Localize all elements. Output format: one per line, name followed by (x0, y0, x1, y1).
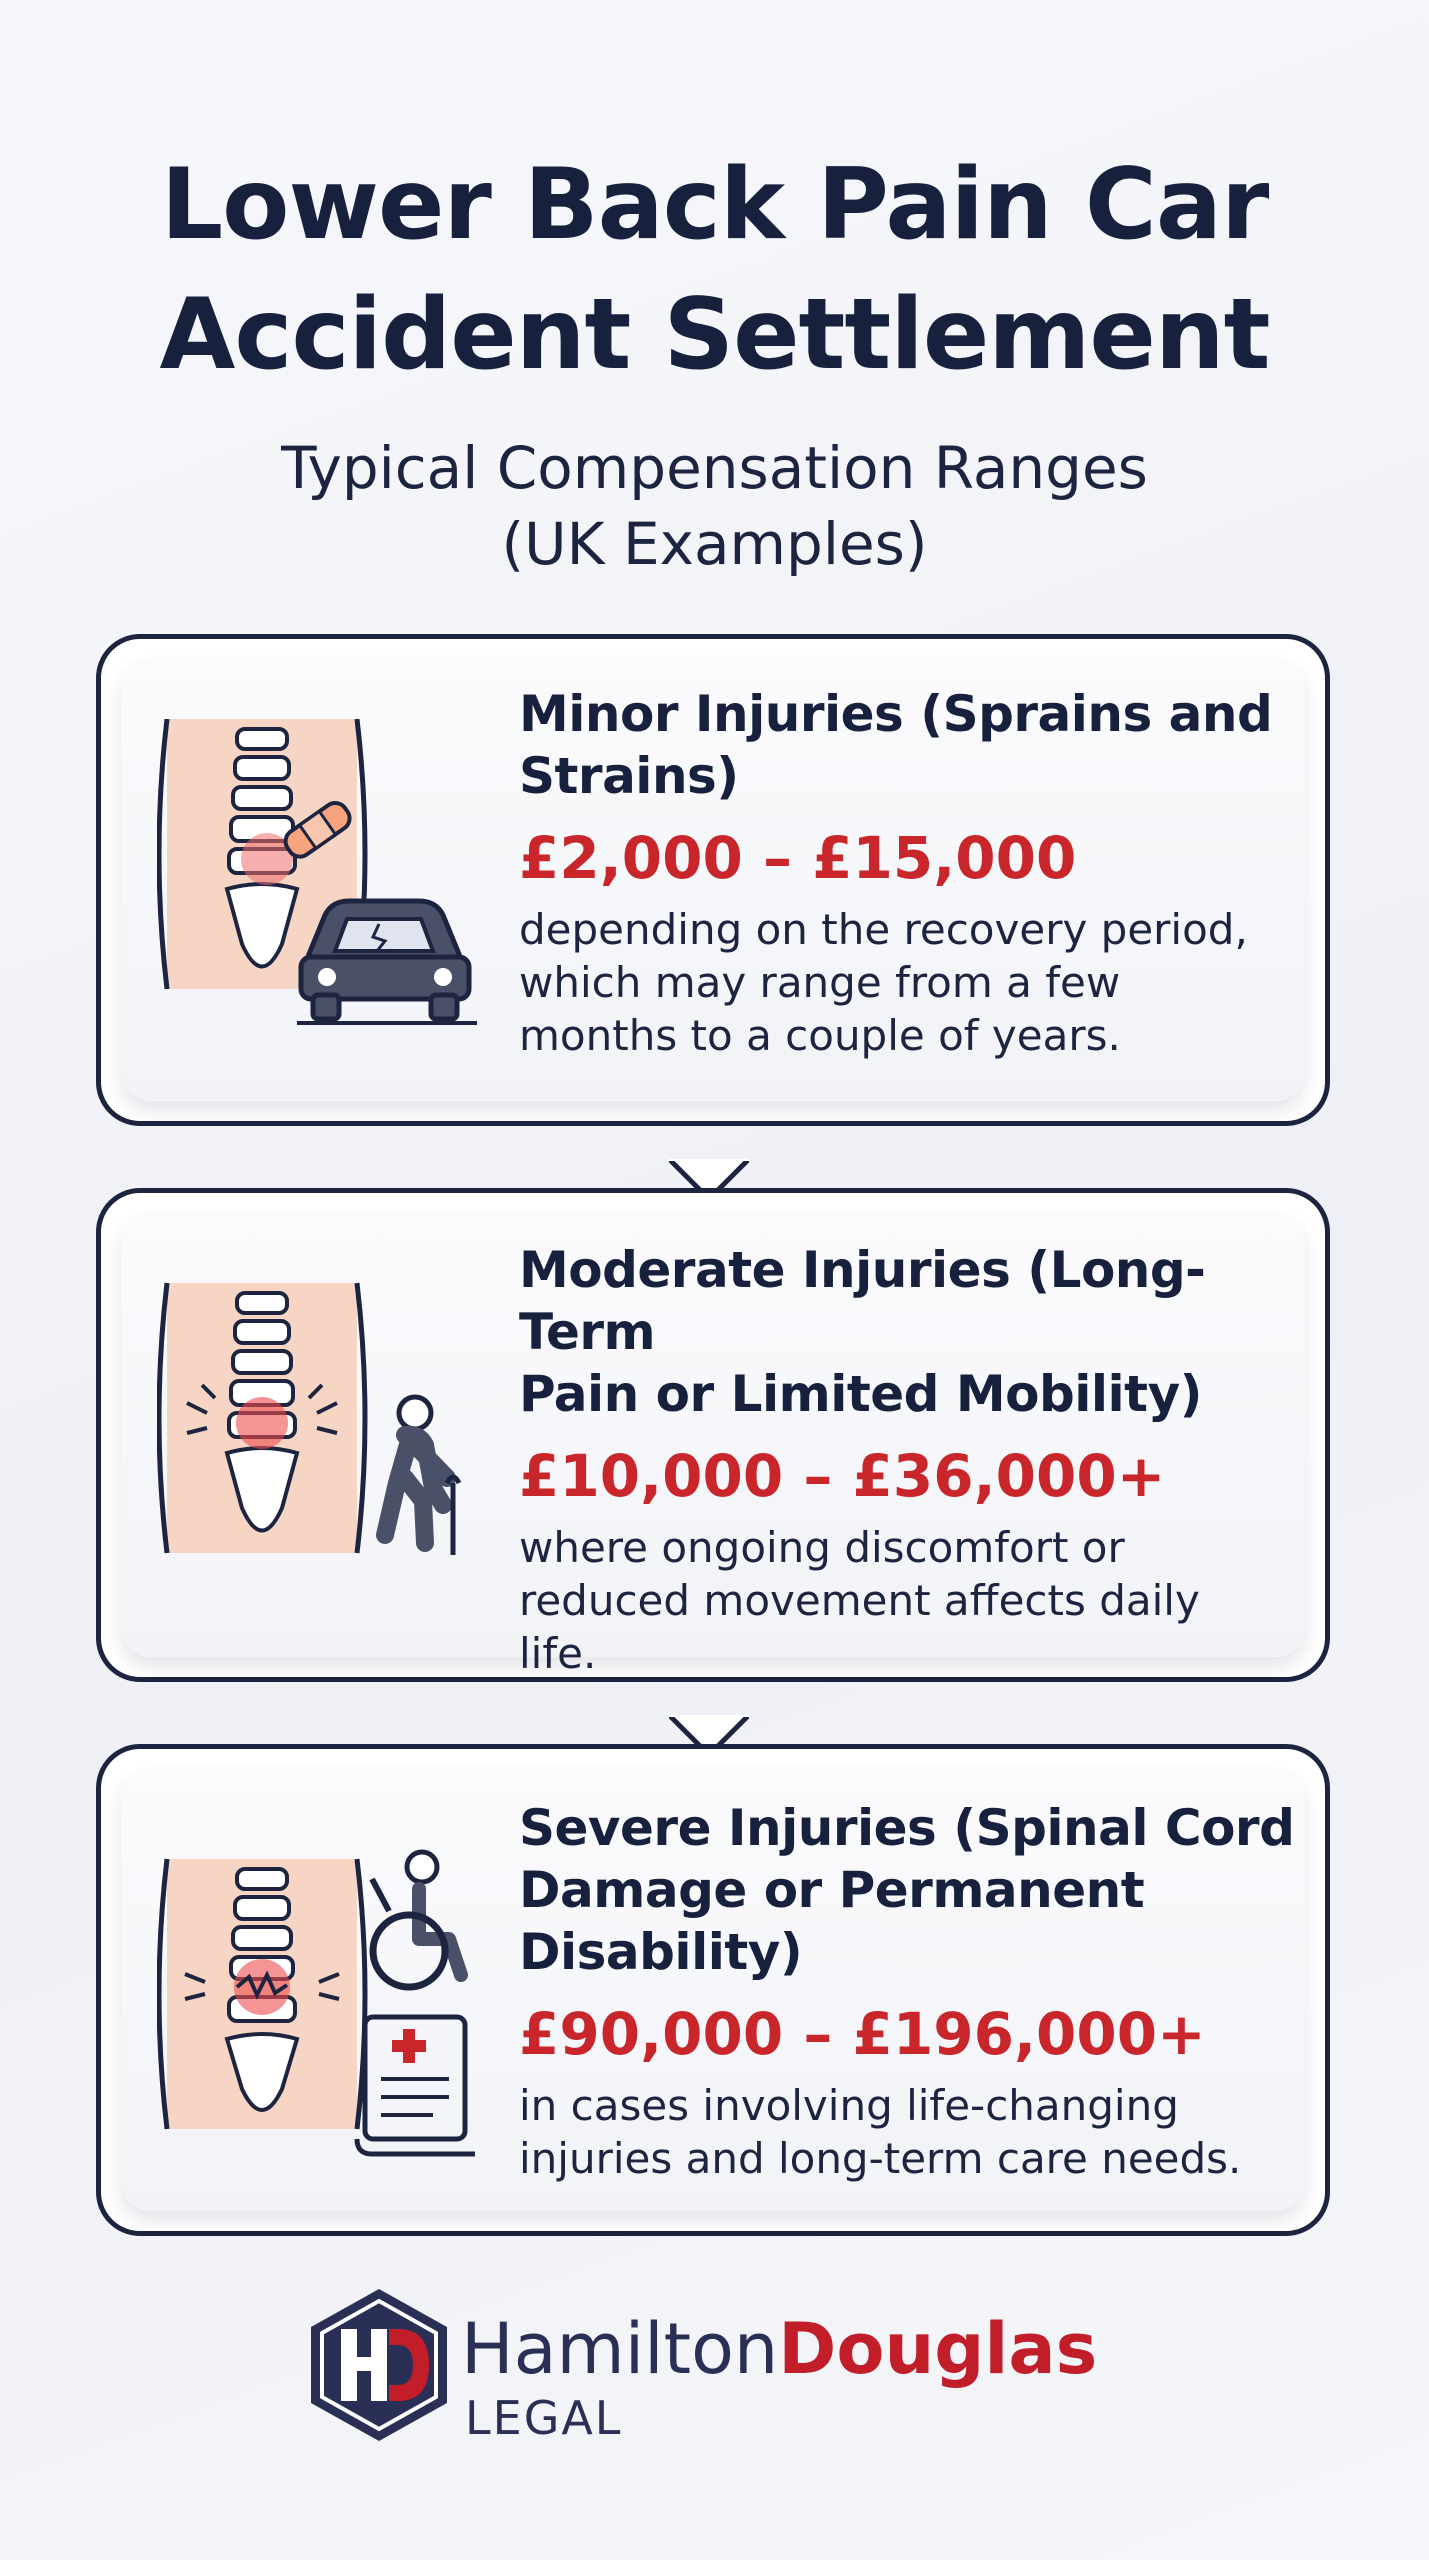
spine-bandage-car-icon (157, 719, 487, 1039)
card-title-line-1: Severe Injuries (Spinal Cord (519, 1799, 1295, 1857)
desc-line-3: life. (519, 1629, 597, 1678)
card-text (519, 1239, 1319, 1680)
title-line-2: Accident Settlement (159, 278, 1270, 392)
settlement-amount: £10,000 – £36,000+ (519, 1442, 1166, 1510)
card-title (519, 1239, 1319, 1425)
hamilton-douglas-logo (305, 2285, 1165, 2465)
desc-line-1: in cases involving life-changing (519, 2081, 1179, 2130)
page-title (0, 140, 1429, 400)
settlement-amount: £2,000 – £15,000 (519, 824, 1077, 892)
card-title-line-2: Damage or Permanent Disability) (519, 1861, 1145, 1981)
card-title-line-2: Pain or Limited Mobility) (519, 1365, 1203, 1423)
desc-line-2: reduced movement affects daily (519, 1576, 1200, 1625)
brand-name (461, 2307, 1097, 2391)
card-description (519, 1521, 1319, 1680)
desc-line-3: months to a couple of years. (519, 1011, 1121, 1060)
card-description (519, 2079, 1319, 2185)
title-line-1: Lower Back Pain Car (160, 148, 1269, 262)
card-severe-injuries (96, 1744, 1330, 2236)
desc-line-1: where ongoing discomfort or (519, 1523, 1125, 1572)
brand-name-part-1: Hamilton (461, 2308, 779, 2390)
hd-monogram-icon (305, 2285, 453, 2445)
subtitle-line-2: (UK Examples) (501, 510, 928, 578)
card-text (519, 683, 1319, 1062)
card-title (519, 683, 1319, 807)
settlement-amount: £90,000 – £196,000+ (519, 2000, 1206, 2068)
spine-person-cane-icon (157, 1273, 487, 1593)
card-title-line-1: Moderate Injuries (Long-Term (519, 1241, 1206, 1361)
card-minor-injuries (96, 634, 1330, 1126)
brand-name-part-2: Douglas (778, 2308, 1098, 2390)
card-title-line-2: Strains) (519, 747, 739, 805)
card-title (519, 1797, 1319, 1983)
desc-line-2: which may range from a few (519, 958, 1121, 1007)
card-moderate-injuries (96, 1188, 1330, 1682)
card-title-line-1: Minor Injuries (Sprains and (519, 685, 1273, 743)
desc-line-2: injuries and long-term care needs. (519, 2134, 1242, 2183)
desc-line-1: depending on the recovery period, (519, 905, 1248, 954)
card-description (519, 903, 1319, 1062)
spine-wheelchair-medical-report-icon (157, 1849, 487, 2169)
page-subtitle (0, 430, 1429, 582)
brand-tagline: LEGAL (465, 2391, 623, 2445)
card-text (519, 1797, 1319, 2185)
subtitle-line-1: Typical Compensation Ranges (281, 434, 1148, 502)
